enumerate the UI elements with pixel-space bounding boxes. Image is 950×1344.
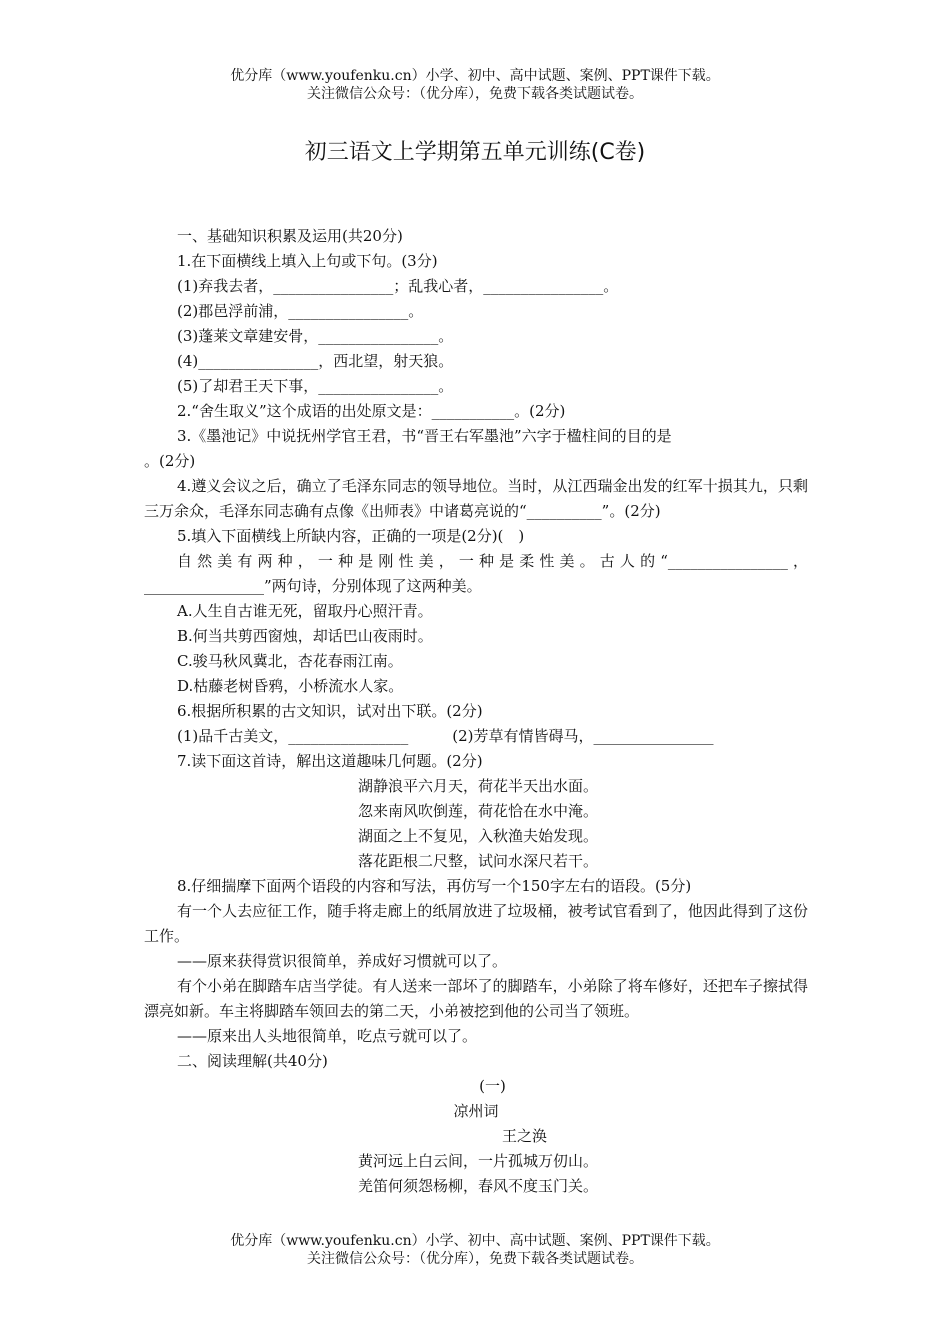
question-5-stem: 自然美有两种，一种是刚性美，一种是柔性美。古人的“________________，________________”两句诗，分别体现了这两种美。: [144, 552, 808, 595]
watermark-footer-line1: 优分库（www.youfenku.cn）小学、初中、高中试题、案例、PPT课件下载。: [230, 1233, 720, 1249]
option-b: B.何当共剪西窗烛，却话巴山夜雨时。: [177, 627, 433, 645]
watermark-header-line1: 优分库（www.youfenku.cn）小学、初中、高中试题、案例、PPT课件下载。: [230, 68, 720, 84]
question-6: 6.根据所积累的古文知识，试对出下联。(2分): [177, 702, 483, 720]
page-title: 初三语文上学期第五单元训练(C卷): [304, 140, 646, 165]
poem-line-4: 落花距根二尺整，试问水深尺若干。: [358, 852, 599, 870]
question-1-item-5: (5)了却君王天下事，________________。: [177, 377, 454, 395]
option-a: A.人生自古谁无死，留取丹心照汗青。: [177, 602, 433, 620]
option-c: C.骏马秋风冀北，杏花春雨江南。: [177, 652, 403, 670]
question-6-item-1: (1)品千古美文，________________: [177, 727, 409, 745]
passage-1-conclusion: ——原来获得赏识很简单，养成好习惯就可以了。: [177, 952, 508, 970]
passage-1: 有一个人去应征工作，随手将走廊上的纸屑放进了垃圾桶，被考试官看到了，他因此得到了这份工作。: [144, 902, 808, 945]
question-5: 5.填入下面横线上所缺内容，正确的一项是(2分)( ): [177, 527, 525, 545]
liangzhouci-line-1: 黄河远上白云间，一片孤城万仞山。: [358, 1152, 599, 1170]
liangzhouci-line-2: 羌笛何须怨杨柳，春风不度玉门关。: [358, 1177, 599, 1195]
poem-line-1: 湖静浪平六月天，荷花半天出水面。: [358, 777, 599, 795]
question-1-item-1: (1)弃我去者，________________；乱我心者，________________。: [177, 277, 619, 295]
subsection-marker: (一): [479, 1077, 506, 1095]
poem-author: 王之涣: [502, 1127, 548, 1145]
question-3-tail: 。(2分): [144, 452, 196, 470]
passage-2-conclusion: ——原来出人头地很简单，吃点亏就可以了。: [177, 1027, 478, 1045]
exam-body: [144, 224, 808, 1199]
question-6-items: [144, 724, 808, 749]
question-3: 3.《墨池记》中说抚州学官王君，书“晋王右军墨池”六字于楹柱间的目的是: [177, 427, 672, 445]
poem-title: 凉州词: [453, 1102, 499, 1120]
section-2-heading: 二、阅读理解(共40分): [177, 1052, 328, 1070]
option-d: D.枯藤老树昏鸦，小桥流水人家。: [177, 677, 404, 695]
watermark-footer-line2: 关注微信公众号：（优分库），免费下载各类试题试卷。: [307, 1251, 643, 1267]
question-1: 1.在下面横线上填入上句或下句。(3分): [177, 252, 438, 270]
question-6-item-2: (2)芳草有情皆碍马，________________: [452, 727, 714, 745]
question-7: 7.读下面这首诗，解出这道趣味几何题。(2分): [177, 752, 483, 770]
passage-2: 有个小弟在脚踏车店当学徒。有人送来一部坏了的脚踏车，小弟除了将车修好，还把车子擦拭得漂亮如新。车主将脚踏车领回去的第二天，小弟被挖到他的公司当了领班。: [144, 977, 808, 1020]
question-1-item-2: (2)郡邑浮前浦，________________。: [177, 302, 424, 320]
question-1-item-4: (4)________________，西北望，射天狼。: [177, 352, 454, 370]
section-heading: 一、基础知识积累及运用(共20分): [177, 227, 403, 245]
question-1-item-3: (3)蓬莱文章建安骨，________________。: [177, 327, 454, 345]
poem-line-2: 忽来南风吹倒莲，荷花恰在水中淹。: [358, 802, 599, 820]
question-2: 2.“舍生取义”这个成语的出处原文是：___________。(2分): [177, 402, 566, 420]
question-4: 4.遵义会议之后，确立了毛泽东同志的领导地位。当时，从江西瑞金出发的红军十损其九，只剩三万余众，毛泽东同志确有点像《出师表》中诸葛亮说的“__________”。(2分): [144, 477, 808, 520]
poem-line-3: 湖面之上不复见，入秋渔夫始发现。: [358, 827, 599, 845]
question-8: 8.仔细揣摩下面两个语段的内容和写法，再仿写一个150字左右的语段。(5分): [177, 877, 692, 895]
watermark-header-line2: 关注微信公众号：（优分库），免费下载各类试题试卷。: [307, 86, 643, 102]
